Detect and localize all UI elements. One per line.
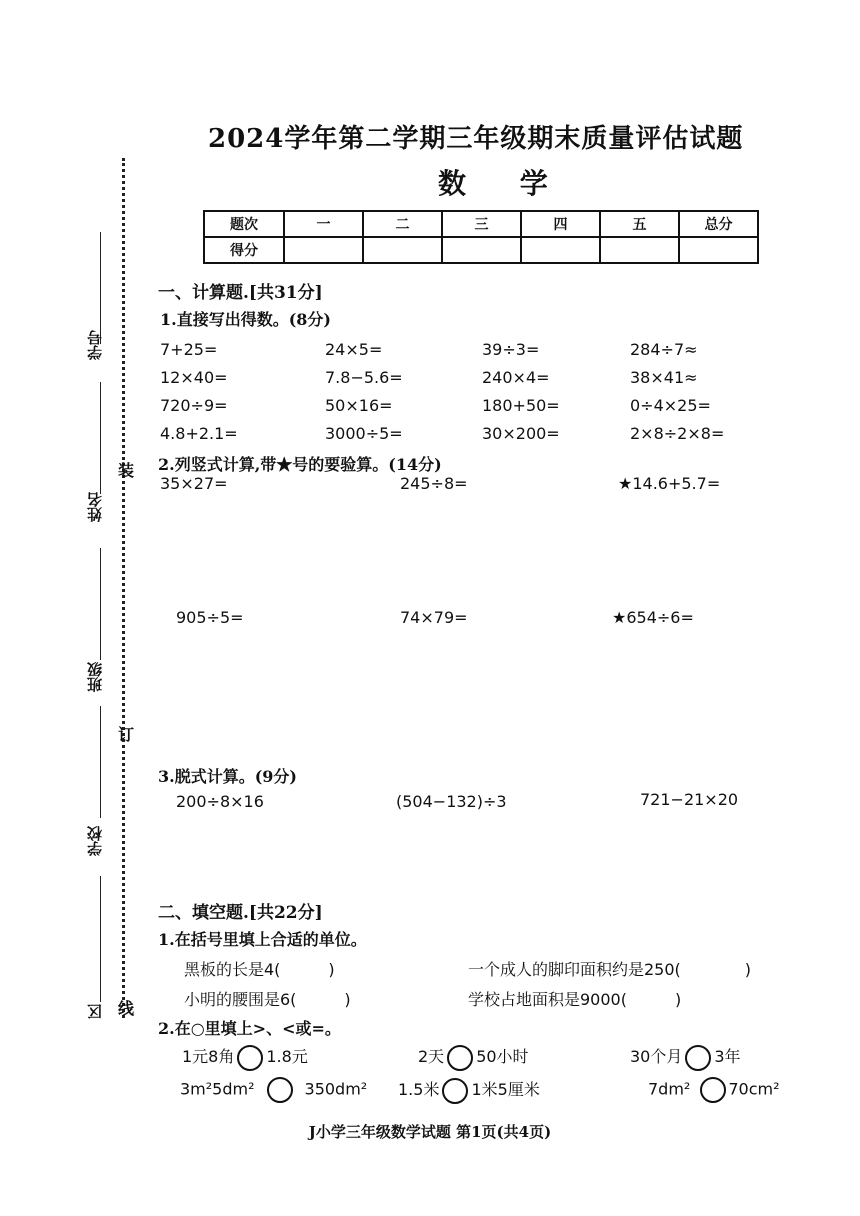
compare-right: 1.8元 <box>266 1047 308 1066</box>
vertical-calc-item: 35×27= <box>160 474 228 493</box>
step-calc-item: 721−21×20 <box>640 790 739 809</box>
compare-heading: 2.在○里填上>、<或=。 <box>158 1019 341 1038</box>
compare-left: 2天 <box>418 1047 445 1066</box>
oral-item: 30×200= <box>482 424 560 443</box>
vertical-calc-item: 905÷5= <box>176 608 244 627</box>
q2-heading: 2.列竖式计算,带★号的要验算。(14分) <box>158 455 442 474</box>
subject-title: 数 学 <box>438 167 570 200</box>
fill-unit-heading: 1.在括号里填上合适的单位。 <box>158 930 367 949</box>
oral-item: 50×16= <box>325 396 393 415</box>
oral-item: 39÷3= <box>482 340 540 359</box>
compare-right: 1米5厘米 <box>471 1080 540 1099</box>
compare-item <box>418 1044 529 1071</box>
school-blank[interactable] <box>100 706 101 818</box>
exam-title: 2024学年第二学期三年级期末质量评估试题 <box>208 124 744 154</box>
compare-item <box>180 1077 367 1103</box>
binding-mark-xian: 线 <box>118 999 135 1018</box>
oral-item: 12×40= <box>160 368 228 387</box>
score-cell[interactable] <box>442 237 521 263</box>
compare-right: 350dm² <box>304 1079 368 1099</box>
compare-right: 70cm² <box>728 1079 780 1099</box>
class-label: 班级 <box>86 662 104 692</box>
name-label: 姓名 <box>86 492 104 522</box>
compare-left: 1.5米 <box>398 1080 440 1099</box>
score-table-header-row <box>204 211 758 237</box>
oral-item: 284÷7≈ <box>630 340 698 359</box>
score-cell[interactable] <box>600 237 679 263</box>
class-blank[interactable] <box>100 548 101 660</box>
q1-heading: 1.直接写出得数。(8分) <box>160 310 331 329</box>
school-label: 学校 <box>86 826 104 856</box>
binding-mark-ding: 订 <box>118 725 135 744</box>
oral-item: 3000÷5= <box>325 424 403 443</box>
vertical-calc-item: 245÷8= <box>400 474 468 493</box>
score-header-cell: 题次 <box>204 211 284 237</box>
score-table-score-row <box>204 237 758 263</box>
fill-unit-item: 学校占地面积是9000( ) <box>468 990 682 1009</box>
section2-heading: 二、填空题.[共22分] <box>158 903 323 923</box>
oral-item: 7.8−5.6= <box>325 368 403 387</box>
vertical-calc-item: 74×79= <box>400 608 468 627</box>
step-calc-item: 200÷8×16 <box>176 792 264 811</box>
compare-right: 3年 <box>714 1047 741 1066</box>
district-blank[interactable] <box>100 876 101 1002</box>
score-header-cell: 总分 <box>679 211 758 237</box>
compare-item <box>648 1077 780 1103</box>
score-cell[interactable] <box>284 237 363 263</box>
oral-item: 24×5= <box>325 340 383 359</box>
vertical-calc-item: ★14.6+5.7= <box>618 474 721 493</box>
fill-unit-item: 黑板的长是4( ) <box>184 960 335 979</box>
score-row-label: 得分 <box>204 237 284 263</box>
oral-item: 720÷9= <box>160 396 228 415</box>
binding-dotted-line <box>122 158 125 1018</box>
compare-circle[interactable] <box>685 1045 711 1071</box>
fill-unit-item: 一个成人的脚印面积约是250( ) <box>468 960 752 979</box>
step-calc-item: (504−132)÷3 <box>396 792 507 811</box>
score-header-cell: 一 <box>284 211 363 237</box>
compare-circle[interactable] <box>442 1078 468 1104</box>
q3-heading: 3.脱式计算。(9分) <box>158 767 297 786</box>
compare-circle[interactable] <box>267 1077 293 1103</box>
oral-item: 4.8+2.1= <box>160 424 238 443</box>
oral-item: 0÷4×25= <box>630 396 711 415</box>
compare-item <box>182 1044 308 1071</box>
page-footer: J小学三年级数学试题 第1页(共4页) <box>308 1123 552 1141</box>
compare-item <box>398 1077 540 1104</box>
score-header-cell: 二 <box>363 211 442 237</box>
score-header-cell: 三 <box>442 211 521 237</box>
score-header-cell: 四 <box>521 211 600 237</box>
fill-unit-item: 小明的腰围是6( ) <box>184 990 351 1009</box>
score-cell[interactable] <box>679 237 758 263</box>
oral-item: 180+50= <box>482 396 560 415</box>
compare-left: 3m²5dm² <box>180 1079 255 1099</box>
student-id-blank[interactable] <box>100 232 101 344</box>
binding-mark-zhuang: 装 <box>118 461 135 480</box>
compare-circle[interactable] <box>447 1045 473 1071</box>
name-blank[interactable] <box>100 382 101 494</box>
district-label: 区 <box>86 1004 104 1019</box>
compare-left: 30个月 <box>630 1047 683 1066</box>
oral-item: 2×8÷2×8= <box>630 424 725 443</box>
compare-circle[interactable] <box>237 1045 263 1071</box>
score-table <box>203 210 759 264</box>
oral-item: 38×41≈ <box>630 368 698 387</box>
oral-item: 7+25= <box>160 340 218 359</box>
score-header-cell: 五 <box>600 211 679 237</box>
compare-right: 50小时 <box>476 1047 529 1066</box>
score-cell[interactable] <box>363 237 442 263</box>
compare-left: 7dm² <box>648 1079 691 1099</box>
compare-left: 1元8角 <box>182 1047 235 1066</box>
compare-circle[interactable] <box>700 1077 726 1103</box>
oral-item: 240×4= <box>482 368 550 387</box>
compare-item <box>630 1044 741 1071</box>
student-id-label: 学号 <box>86 330 104 360</box>
section1-heading: 一、计算题.[共31分] <box>158 283 323 303</box>
vertical-calc-item: ★654÷6= <box>612 608 694 627</box>
score-cell[interactable] <box>521 237 600 263</box>
